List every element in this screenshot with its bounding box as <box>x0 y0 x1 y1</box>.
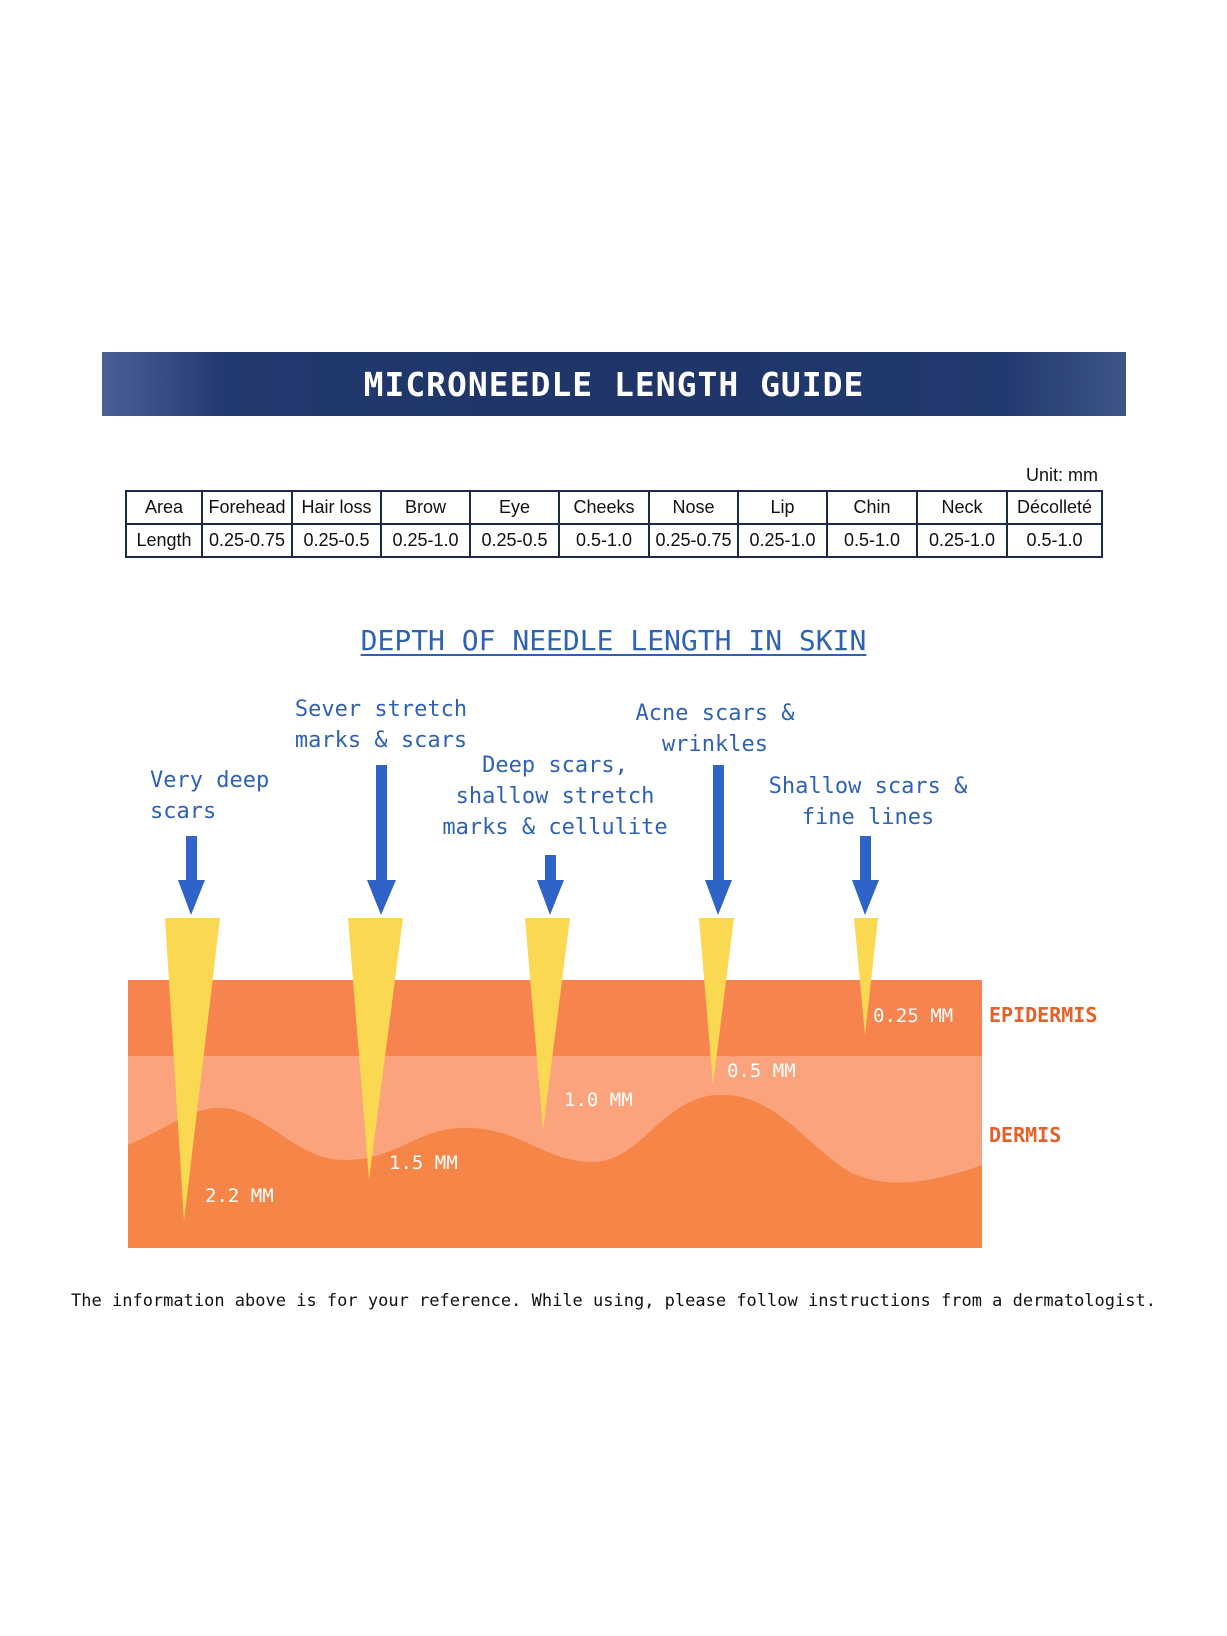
area-cell: Cheeks <box>559 491 649 524</box>
area-cell: Forehead <box>202 491 292 524</box>
area-cell: Chin <box>827 491 917 524</box>
label-deep-scars: Deep scars, shallow stretch marks & cellulite <box>442 753 668 840</box>
row-header-area: Area <box>126 491 202 524</box>
label-acne-scars: Acne scars & wrinkles <box>635 701 795 757</box>
length-cell: 0.5-1.0 <box>827 524 917 557</box>
length-cell: 0.25-1.0 <box>381 524 470 557</box>
length-cell: 0.25-0.75 <box>649 524 738 557</box>
depth-0.5mm: 0.5 MM <box>727 1060 796 1082</box>
length-cell: 0.5-1.0 <box>1007 524 1102 557</box>
disclaimer-note: The information above is for your reference. While using, please follow instructions from a dermatologist. <box>71 1291 1156 1311</box>
arrow-sever-stretch <box>367 765 396 915</box>
area-cell: Nose <box>649 491 738 524</box>
length-cell: 0.25-1.0 <box>738 524 827 557</box>
epidermis-label: EPIDERMIS <box>989 1003 1098 1027</box>
area-cell: Eye <box>470 491 559 524</box>
label-shallow-scars: Shallow scars & fine lines <box>768 774 968 830</box>
arrow-shallow-scars <box>852 836 879 915</box>
length-cell: 0.25-0.5 <box>292 524 381 557</box>
dermis-label: DERMIS <box>989 1123 1062 1147</box>
arrow-very-deep <box>178 836 205 915</box>
arrow-acne-scars <box>705 765 732 915</box>
area-cell: Neck <box>917 491 1007 524</box>
depth-0.25mm: 0.25 MM <box>873 1005 954 1027</box>
depth-2.2mm: 2.2 MM <box>205 1185 274 1207</box>
area-cell: Lip <box>738 491 827 524</box>
length-cell: 0.25-1.0 <box>917 524 1007 557</box>
depth-1.5mm: 1.5 MM <box>389 1152 458 1174</box>
length-cell: 0.25-0.75 <box>202 524 292 557</box>
area-cell: Brow <box>381 491 470 524</box>
depth-1.0mm: 1.0 MM <box>564 1089 633 1111</box>
area-cell: Hair loss <box>292 491 381 524</box>
row-header-length: Length <box>126 524 202 557</box>
length-cell: 0.5-1.0 <box>559 524 649 557</box>
area-cell: Décolleté <box>1007 491 1102 524</box>
label-very-deep-scars: Very deep scars <box>150 768 270 824</box>
diagram-title: DEPTH OF NEEDLE LENGTH IN SKIN <box>360 624 867 657</box>
guide-title: MICRONEEDLE LENGTH GUIDE <box>363 364 865 404</box>
arrow-deep-scars <box>537 855 564 915</box>
length-cell: 0.25-0.5 <box>470 524 559 557</box>
label-sever-stretch-marks: Sever stretch marks & scars <box>294 697 468 753</box>
unit-label: Unit: mm <box>1026 465 1098 485</box>
